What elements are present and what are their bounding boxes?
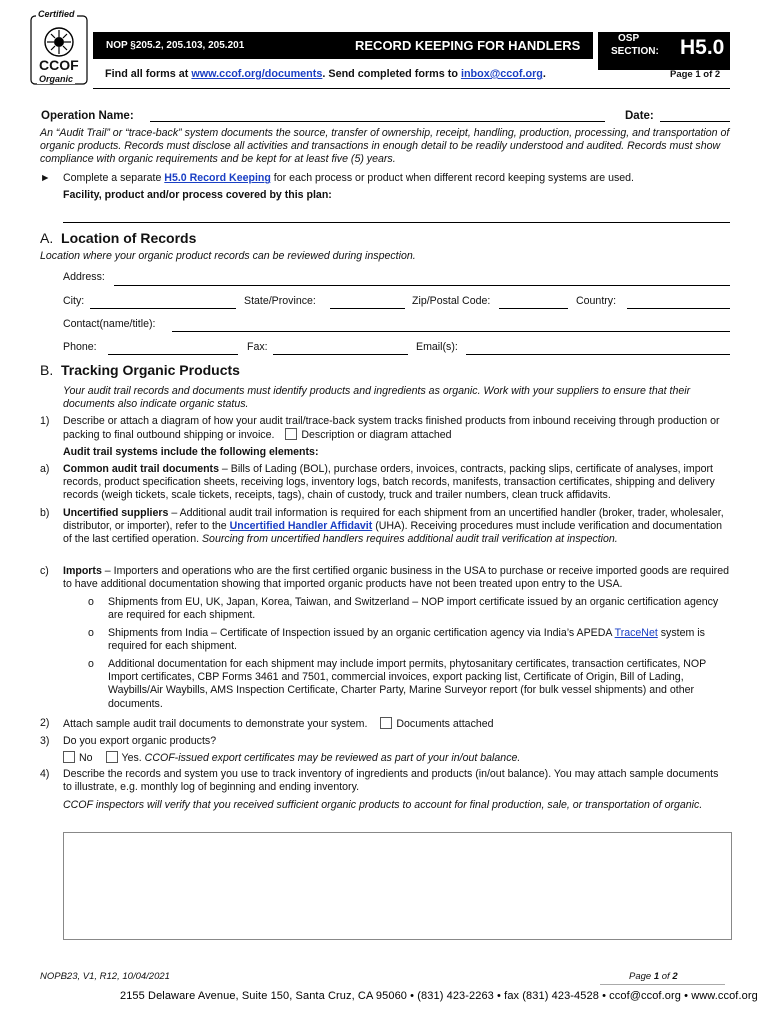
q4-inspector-note: CCOF inspectors will verify that you received sufficient organic products to account for final production, sale, or transportation of organic.: [63, 799, 703, 811]
logo-bottom-text: Organic: [39, 74, 74, 84]
section-b-intro: Your audit trail records and documents must identify products and ingredients as organic. Work with your suppliers to ensure that their documents also indicate organic status.: [63, 385, 691, 411]
section-a-heading: A. Location of Records: [40, 230, 197, 246]
q3-number: 3): [40, 735, 50, 747]
fax-label: Fax:: [247, 341, 268, 353]
header-page-number: Page 1 of 2: [670, 69, 721, 80]
sub-item-3: Additional documentation for each shipment may include import permits, phytosanitary certificates, transaction certificates, NOP Import certificates, CBP Forms 3461 and 7501, commercial invoices, export packing list, Certificate of Origin, Bill of Lading, Waybills/Air Waybills, AMS Inspection Certificate, Charter Party, Marine Surveyor report (for bulk vessel shipments) and other documents.: [108, 658, 707, 710]
date-field[interactable]: [660, 121, 730, 122]
sub-item-1: Shipments from EU, UK, Japan, Korea, Taiwan, and Switzerland – NOP import certificate issued by an organic certification agency are required for each shipment.: [108, 596, 719, 622]
section-label: SECTION:: [611, 46, 659, 57]
footer-page-number: Page 1 of 2: [629, 971, 678, 982]
address-field[interactable]: [114, 285, 730, 286]
section-a-subtitle: Location where your organic product records can be reviewed during inspection.: [40, 250, 416, 262]
q1-number: 1): [40, 415, 50, 427]
header-rule: [93, 88, 730, 89]
item-a-letter: a): [40, 463, 50, 475]
q1-checkbox-label: Description or diagram attached: [301, 429, 452, 442]
email-field[interactable]: [466, 354, 730, 355]
contact-field[interactable]: [172, 331, 730, 332]
facility-label: Facility, product and/or process covered by this plan:: [63, 189, 332, 201]
q1-text: Describe or attach a diagram of how your audit trail/trace-back system tracks finished products from inbound receiving through production or packing to final outbound shipping or invoice. Description or diagram attached: [63, 415, 720, 442]
section-b-heading: B. Tracking Organic Products: [40, 362, 240, 378]
facility-field[interactable]: [63, 222, 730, 223]
item-a-text: Common audit trail documents – Bills of Lading (BOL), purchase orders, invoices, contracts, packing slips, certificate of analyses, import records, product specification sheets, receiving logs, inventory logs, batch records, manifests, transaction certificates, shipping and delivery records (weigh tickets, scale tickets, receipts, tags), chain of custody, truck and trailer numbers, clean truck affidavits.: [63, 463, 715, 502]
fax-field[interactable]: [273, 354, 408, 355]
country-label: Country:: [576, 295, 617, 307]
sub-item-2: Shipments from India – Certificate of Inspection issued by an organic certification agency via India’s APEDA TraceNet system is required for each shipment.: [108, 627, 705, 653]
city-label: City:: [63, 295, 85, 307]
operation-name-label: Operation Name:: [41, 110, 134, 122]
operation-name-field[interactable]: [150, 121, 605, 122]
separate-plan-bullet: ► Complete a separate H5.0 Record Keeping for each process or product when different record keeping systems are used.: [40, 172, 634, 184]
q3-options: No Yes. CCOF-issued export certificates may be reviewed as part of your in/out balance.: [63, 751, 730, 765]
osp-label: OSP: [618, 33, 640, 44]
section-code: H5.0: [680, 36, 725, 59]
q4-number: 4): [40, 768, 50, 780]
zip-label: Zip/Postal Code:: [412, 295, 491, 307]
date-label: Date:: [625, 110, 654, 122]
bullet-arrow-icon: ►: [40, 172, 51, 184]
q2-checkbox-label: Documents attached: [396, 718, 494, 730]
logo-middle-text: CCOF: [39, 57, 79, 73]
email-link[interactable]: inbox@ccof.org: [460, 68, 543, 80]
logo-top-text: Certified: [38, 9, 75, 19]
sub-bullet-1: o: [88, 596, 94, 608]
email-label: Email(s):: [416, 341, 458, 353]
nop-reference: NOP §205.2, 205.103, 205.201: [106, 40, 245, 51]
state-label: State/Province:: [244, 295, 316, 307]
q3-text: Do you export organic products?: [63, 735, 217, 747]
q4-text: Describe the records and system you use to track inventory of ingredients and products (in/out balance). You may attach sample documents to illustrate, e.g. monthly log of beginning and ending inventory.: [63, 768, 719, 794]
forms-link[interactable]: www.ccof.org/documents: [191, 68, 323, 80]
phone-label: Phone:: [63, 341, 97, 353]
ccof-certified-organic-logo: [28, 10, 90, 90]
footer-rule: [600, 984, 725, 985]
item-b-text: Uncertified suppliers – Additional audit trail information is required for each shipment from an uncertified handler (broker, trader, wholesaler, distributor, or importer), refer to the Uncertified Handler Affidavit (UHA). Receiving procedures must include verification and documentation of the last certified operation. Sourcing from uncertified handlers requires additional audit trail verification at inspection.: [63, 507, 724, 546]
q3-yes-checkbox[interactable]: [106, 751, 118, 763]
country-field[interactable]: [627, 308, 730, 309]
city-field[interactable]: [90, 308, 236, 309]
sub-bullet-2: o: [88, 627, 94, 639]
contact-label: Contact(name/title):: [63, 318, 156, 330]
intro-paragraph: An “Audit Trail” or “trace-back” system documents the source, transfer of ownership, receipt, handling, production, processing, and transportation of organic products. Records must disclose all activities and transactions in enough detail to be readily understood and audited. Records must show compliance with organic requirements and be kept for at least five (5) years.: [40, 127, 730, 166]
audit-elements-heading: Audit trail systems include the following elements:: [63, 446, 319, 458]
q3-no-checkbox[interactable]: [63, 751, 75, 763]
document-id: NOPB23, V1, R12, 10/04/2021: [40, 971, 170, 982]
item-c-text: Imports – Importers and operations who are the first certified organic business in the USA to purchase or receive imported goods are required to have additional documentation showing that imported organic products have not been treated upon entry to the USA.: [63, 565, 729, 591]
state-field[interactable]: [330, 308, 405, 309]
item-c-letter: c): [40, 565, 49, 577]
form-title: RECORD KEEPING FOR HANDLERS: [355, 38, 581, 53]
sub-bullet-3: o: [88, 658, 94, 670]
h5-record-keeping-link[interactable]: H5.0 Record Keeping: [164, 172, 271, 184]
find-forms-line: Find all forms at www.ccof.org/documents. Send completed forms to inbox@ccof.org.: [105, 68, 546, 80]
q2-text: Attach sample audit trail documents to demonstrate your system. Documents attached: [63, 718, 494, 730]
q2-checkbox[interactable]: [380, 717, 392, 729]
q1-checkbox[interactable]: [285, 428, 297, 440]
q2-number: 2): [40, 717, 50, 729]
footer-address: 2155 Delaware Avenue, Suite 150, Santa Cruz, CA 95060 • (831) 423-2263 • fax (831) 423-4528 • ccof@ccof.org • www.ccof.org: [120, 990, 758, 1002]
tracenet-link[interactable]: TraceNet: [614, 627, 658, 639]
q4-answer-box[interactable]: [63, 832, 732, 940]
item-b-letter: b): [40, 507, 50, 519]
uha-link[interactable]: Uncertified Handler Affidavit: [229, 520, 373, 533]
phone-field[interactable]: [108, 354, 238, 355]
zip-field[interactable]: [499, 308, 568, 309]
address-label: Address:: [63, 271, 105, 283]
